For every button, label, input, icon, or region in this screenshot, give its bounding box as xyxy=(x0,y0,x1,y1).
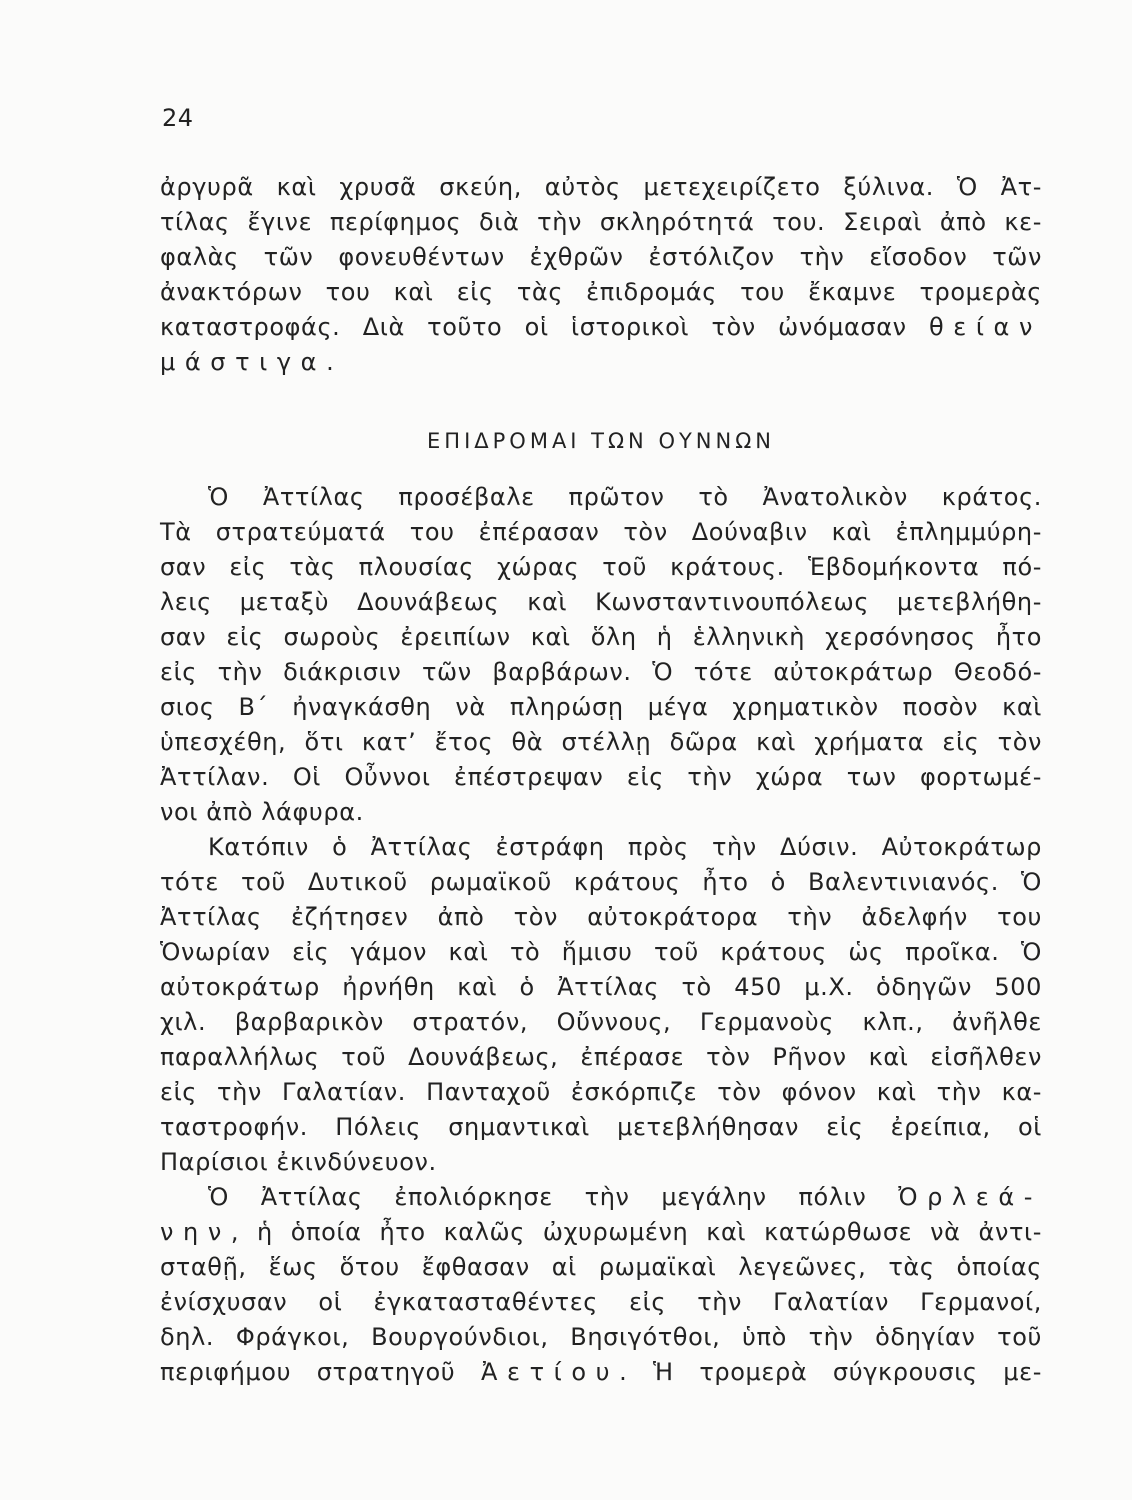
text-line: Ὁ Ἀττίλας προσέβαλε πρῶτον τὸ Ἀνατολικὸν κράτος. xyxy=(208,483,1042,511)
text-line: εἰς τὴν διάκρισιν τῶν βαρβάρων. Ὁ τότε αὐτοκράτωρ Θεοδό- xyxy=(160,658,1042,686)
paragraph xyxy=(160,1180,1042,1390)
text-line: παραλλήλως τοῦ Δουνάβεως, ἐπέρασε τὸν Ρῆνον καὶ εἰσῆλθεν xyxy=(160,1043,1042,1071)
text-line: εἰς τὴν Γαλατίαν. Πανταχοῦ ἐσκόρπιζε τὸν φόνον καὶ τὴν κα- xyxy=(160,1078,1042,1106)
text-run: . Ἡ τρομερὰ σύγκρουσις με- xyxy=(619,1358,1042,1386)
text-line: ἐνίσχυσαν οἱ ἐγκατασταθέντες εἰς τὴν Γαλατίαν Γερμανοί, xyxy=(160,1288,1042,1316)
text-line: χιλ. βαρβαρικὸν στρατόν, Οὔννους, Γερμανοὺς κλπ., ἀνῆλθε xyxy=(160,1008,1042,1036)
emphasized-text: νην xyxy=(160,1218,231,1246)
text-run: Ὁ Ἀττίλας ἐπολιόρκησε τὴν μεγάλην πόλιν xyxy=(208,1183,867,1211)
text-line: ἀργυρᾶ καὶ χρυσᾶ σκεύη, αὐτὸς μετεχειρίζετο ξύλινα. Ὁ Ἀτ- xyxy=(160,173,1042,201)
text-line xyxy=(160,310,1042,345)
text-line: ὑπεσχέθη, ὅτι κατ’ ἔτος θὰ στέλλῃ δῶρα καὶ χρήματα εἰς τὸν xyxy=(160,728,1042,756)
text-line: αὐτοκράτωρ ἠρνήθη καὶ ὁ Ἀττίλας τὸ 450 μ.Χ. ὁδηγῶν 500 xyxy=(160,973,1042,1001)
paragraph xyxy=(160,830,1042,1180)
text-line xyxy=(160,345,1042,380)
text-line xyxy=(160,1180,1042,1215)
emphasized-text: Ἀετίου xyxy=(480,1358,620,1386)
text-line: Ὁνωρίαν εἰς γάμον καὶ τὸ ἥμισυ τοῦ κράτους ὡς προῖκα. Ὁ xyxy=(160,938,1042,966)
section-body xyxy=(160,480,1042,1390)
text-line: δηλ. Φράγκοι, Βουργούνδιοι, Βησιγότθοι, ὑπὸ τὴν ὁδηγίαν τοῦ xyxy=(160,1323,1042,1351)
text-line: ἀνακτόρων του καὶ εἰς τὰς ἐπιδρομάς του ἔκαμνε τρομερὰς xyxy=(160,278,1042,306)
page-body xyxy=(160,170,1042,1390)
intro-paragraph xyxy=(160,170,1042,380)
text-line: Ἀττίλαν. Οἱ Οὖννοι ἐπέστρεψαν εἰς τὴν χώρα των φορτωμέ- xyxy=(160,763,1042,791)
emphasized-text: θείαν xyxy=(928,313,1042,341)
text-line: Τὰ στρατεύματά του ἐπέρασαν τὸν Δούναβιν καὶ ἐπλημμύρη- xyxy=(160,518,1042,546)
text-line: σαν εἰς σωροὺς ἐρειπίων καὶ ὅλη ἡ ἑλληνικὴ χερσόνησος ἦτο xyxy=(160,623,1042,651)
emphasized-text: μάστιγα. xyxy=(160,348,344,376)
text-line: νοι ἀπὸ λάφυρα. xyxy=(160,798,364,826)
text-line: λεις μεταξὺ Δουνάβεως καὶ Κωνσταντινουπόλεως μετεβλήθη- xyxy=(160,588,1042,616)
text-line: σταθῇ, ἕως ὅτου ἔφθασαν αἱ ρωμαϊκαὶ λεγεῶνες, τὰς ὁποίας xyxy=(160,1253,1042,1281)
text-line: σαν εἰς τὰς πλουσίας χώρας τοῦ κράτους. Ἑβδομήκοντα πό- xyxy=(160,553,1042,581)
text-line: Παρίσιοι ἐκινδύνευον. xyxy=(160,1148,437,1176)
text-line: τότε τοῦ Δυτικοῦ ρωμαϊκοῦ κράτους ἦτο ὁ Βαλεντινιανός. Ὁ xyxy=(160,868,1042,896)
text-run: , ἡ ὁποία ἦτο καλῶς ὠχυρωμένη καὶ κατώρθωσε νὰ ἀντι- xyxy=(230,1218,1042,1246)
text-line: φαλὰς τῶν φονευθέντων ἐχθρῶν ἐστόλιζον τὴν εἴσοδον τῶν xyxy=(160,243,1042,271)
text-line: ταστροφήν. Πόλεις σημαντικαὶ μετεβλήθησαν εἰς ἐρείπια, οἱ xyxy=(160,1113,1042,1141)
text-line: τίλας ἔγινε περίφημος διὰ τὴν σκληρότητά του. Σειραὶ ἀπὸ κε- xyxy=(160,208,1042,236)
text-run: καταστροφάς. Διὰ τοῦτο οἱ ἱστορικοὶ τὸν ὠνόμασαν xyxy=(160,313,907,341)
text-run: περιφήμου στρατηγοῦ xyxy=(160,1358,456,1386)
section-heading: ΕΠΙΔΡΟΜΑΙ ΤΩΝ ΟΥΝΝΩΝ xyxy=(427,429,775,453)
text-line: Κατόπιν ὁ Ἀττίλας ἐστράφη πρὸς τὴν Δύσιν. Αὐτοκράτωρ xyxy=(208,833,1042,861)
paragraph xyxy=(160,480,1042,830)
text-line xyxy=(160,1355,1042,1390)
text-line: σιος Β΄ ἠναγκάσθη νὰ πληρώσῃ μέγα χρηματικὸν ποσὸν καὶ xyxy=(160,693,1042,721)
text-line xyxy=(160,1215,1042,1250)
page-number: 24 xyxy=(162,104,194,132)
emphasized-text: Ὀρλεά- xyxy=(898,1183,1042,1211)
text-line: Ἀττίλας ἐζήτησεν ἀπὸ τὸν αὐτοκράτορα τὴν ἀδελφήν του xyxy=(160,903,1042,931)
